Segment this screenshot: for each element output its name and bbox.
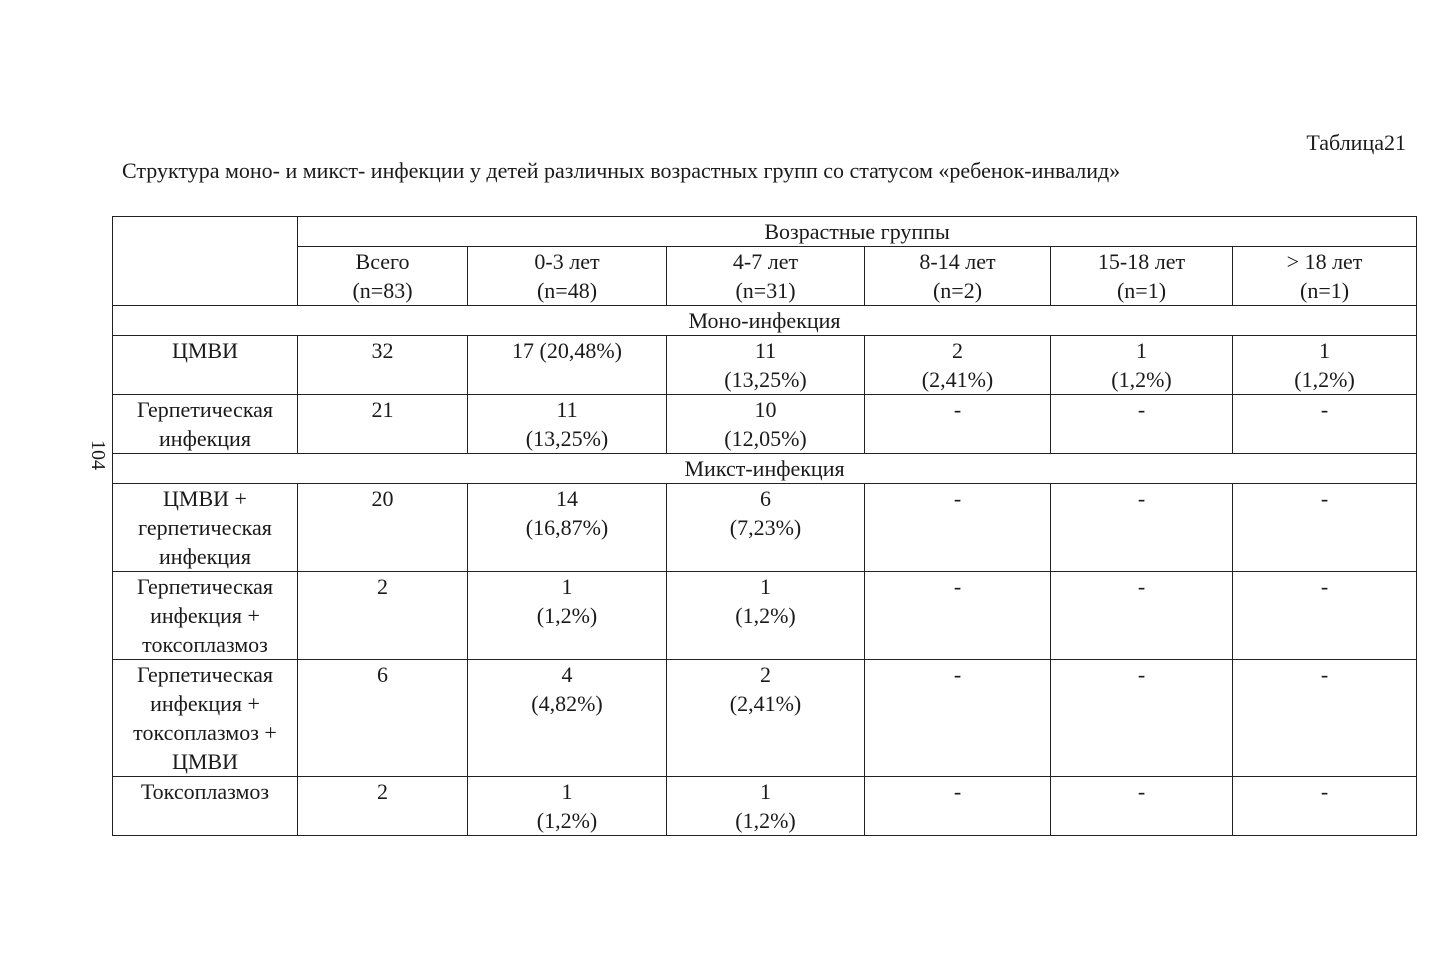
section-title: Моно-инфекция bbox=[113, 306, 1417, 336]
table-cell: - bbox=[1051, 572, 1233, 660]
table-cell: - bbox=[1233, 777, 1417, 836]
row-label: Герпетическая инфекция + токсоплазмоз bbox=[113, 572, 298, 660]
table-cell: - bbox=[1233, 572, 1417, 660]
section-row bbox=[113, 454, 1417, 484]
table-row bbox=[113, 395, 1417, 454]
table-cell: - bbox=[865, 777, 1051, 836]
table-cell: - bbox=[1051, 660, 1233, 777]
infection-structure-table bbox=[112, 216, 1417, 836]
table-caption: Структура моно- и микст- инфекции у детей различных возрастных групп со статусом «ребенок-инвалид» bbox=[122, 158, 1121, 183]
table-cell: 1 (1,2%) bbox=[1051, 336, 1233, 395]
table-cell: - bbox=[1233, 395, 1417, 454]
table-cell: - bbox=[1051, 777, 1233, 836]
table-cell: 10 (12,05%) bbox=[667, 395, 865, 454]
age-groups-header: Возрастные группы bbox=[298, 217, 1417, 247]
row-label: ЦМВИ bbox=[113, 336, 298, 395]
table-cell: - bbox=[1051, 484, 1233, 572]
table-cell: 21 bbox=[298, 395, 468, 454]
table-cell: - bbox=[1233, 484, 1417, 572]
table-cell: 17 (20,48%) bbox=[468, 336, 667, 395]
column-header: 0-3 лет (n=48) bbox=[468, 247, 667, 306]
table-cell: 2 bbox=[298, 572, 468, 660]
column-header: 4-7 лет (n=31) bbox=[667, 247, 865, 306]
table-cell: 1 (1,2%) bbox=[468, 572, 667, 660]
header-row-columns bbox=[113, 247, 1417, 306]
table-cell: - bbox=[865, 395, 1051, 454]
table-cell: 14 (16,87%) bbox=[468, 484, 667, 572]
table-number-label: Таблица21 bbox=[1306, 130, 1406, 155]
section-row bbox=[113, 306, 1417, 336]
table-cell: 2 (2,41%) bbox=[667, 660, 865, 777]
table-row bbox=[113, 572, 1417, 660]
table-cell: 1 (1,2%) bbox=[1233, 336, 1417, 395]
table-cell: - bbox=[1233, 660, 1417, 777]
table-cell: - bbox=[865, 660, 1051, 777]
column-header: > 18 лет (n=1) bbox=[1233, 247, 1417, 306]
table-cell: 6 (7,23%) bbox=[667, 484, 865, 572]
table-cell: 11 (13,25%) bbox=[667, 336, 865, 395]
page-number: 104 bbox=[87, 440, 110, 470]
table-cell: 1 (1,2%) bbox=[667, 777, 865, 836]
column-header: 15-18 лет (n=1) bbox=[1051, 247, 1233, 306]
table-cell: 11 (13,25%) bbox=[468, 395, 667, 454]
table-cell: - bbox=[1051, 395, 1233, 454]
table-cell: 6 bbox=[298, 660, 468, 777]
row-label: Герпетическая инфекция + токсоплазмоз + ЦМВИ bbox=[113, 660, 298, 777]
column-header: Всего (n=83) bbox=[298, 247, 468, 306]
section-title: Микст-инфекция bbox=[113, 454, 1417, 484]
table-cell: 1 (1,2%) bbox=[667, 572, 865, 660]
column-header: 8-14 лет (n=2) bbox=[865, 247, 1051, 306]
table-cell: 2 (2,41%) bbox=[865, 336, 1051, 395]
header-empty-cell bbox=[113, 217, 298, 306]
row-label: Герпетическая инфекция bbox=[113, 395, 298, 454]
row-label: ЦМВИ + герпетическая инфекция bbox=[113, 484, 298, 572]
table-row bbox=[113, 336, 1417, 395]
table-cell: 1 (1,2%) bbox=[468, 777, 667, 836]
table-cell: - bbox=[865, 572, 1051, 660]
header-row-group bbox=[113, 217, 1417, 247]
table-cell: 32 bbox=[298, 336, 468, 395]
table-row bbox=[113, 660, 1417, 777]
table-row bbox=[113, 777, 1417, 836]
table-row bbox=[113, 484, 1417, 572]
table-cell: 4 (4,82%) bbox=[468, 660, 667, 777]
row-label: Токсоплазмоз bbox=[113, 777, 298, 836]
table-cell: - bbox=[865, 484, 1051, 572]
table-cell: 2 bbox=[298, 777, 468, 836]
table-cell: 20 bbox=[298, 484, 468, 572]
